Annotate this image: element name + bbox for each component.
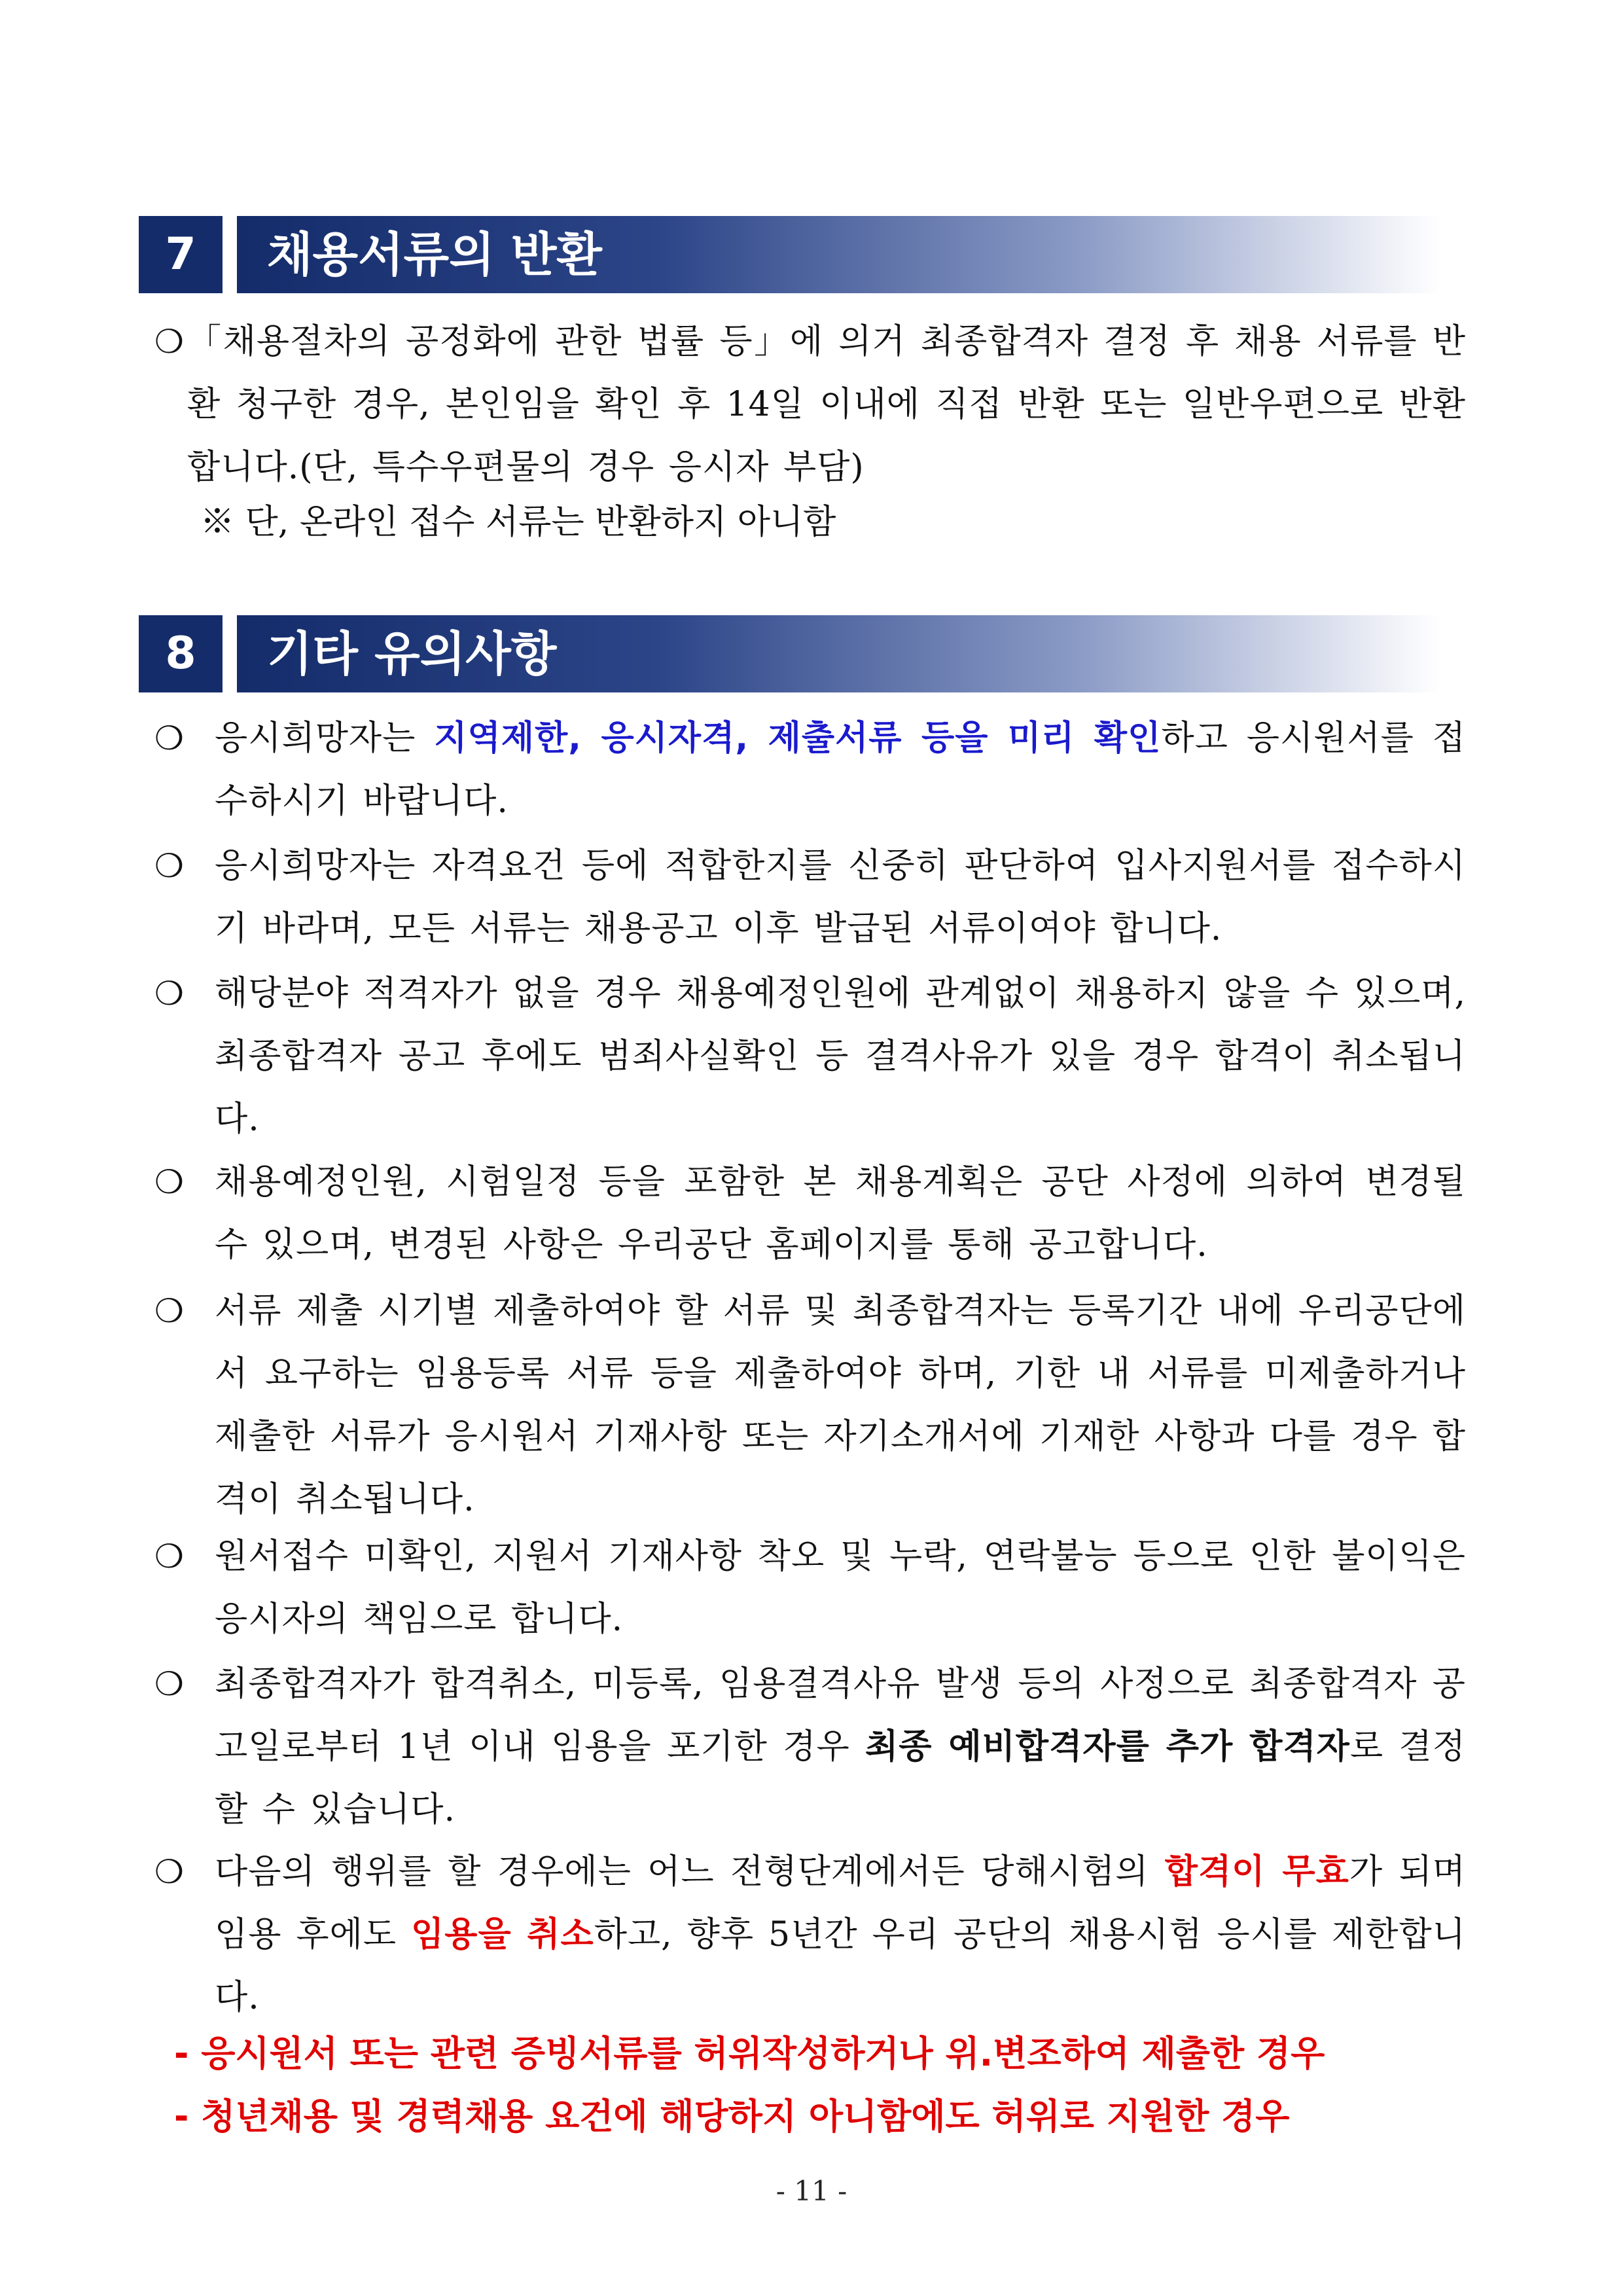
highlight-red: 임용을 취소 (411, 1915, 594, 1954)
bullet-circle-icon: ❍ (154, 1853, 184, 1891)
warning-line: - 청년채용 및 경력채용 요건에 해당하지 아니함에도 허위로 지원한 경우 (174, 2096, 1290, 2137)
item-text: 응시희망자는 자격요건 등에 적합한지를 신중히 판단하여 입사지원서를 접수하시기 바라며, 모든 서류는 채용공고 이후 발급된 서류이여야 합니다. (215, 846, 1466, 948)
list-item (154, 1151, 1466, 1276)
list-item (154, 1525, 1466, 1651)
page-number: - 11 - (776, 2175, 847, 2207)
item-text: 원서접수 미확인, 지원서 기재사항 착오 및 누락, 연락불능 등으로 인한 불이익은 응시자의 책임으로 합니다. (215, 1537, 1466, 1639)
bullet-circle-icon: ❍ (154, 1665, 184, 1703)
item-text: 응시희망자는 지역제한, 응시자격, 제출서류 등을 미리 확인하고 응시원서를 접수하시기 바랍니다. (215, 719, 1467, 821)
highlight-red: 합격이 무효 (1164, 1852, 1349, 1892)
list-item (154, 1280, 1466, 1531)
section-title: 기타 유의사항 (237, 615, 1441, 692)
section-number: 7 (139, 216, 223, 293)
highlight-blue: 지역제한, 응시자격, 제출서류 등을 미리 확인 (434, 719, 1162, 758)
note-text: ※ 단, 온라인 접수 서류는 반환하지 아니함 (200, 503, 836, 542)
bullet-circle-icon: ❍ (154, 1292, 184, 1330)
bullet-circle-icon: ❍ (154, 1163, 184, 1201)
highlight-bold: 최종 예비합격자를 추가 합격자 (865, 1727, 1350, 1767)
item-text: 다음의 행위를 할 경우에는 어느 전형단계에서든 당해시험의 합격이 무효가 되며 임용 후에도 임용을 취소하고, 향후 5년간 우리 공단의 채용시험 응시를 제한합니다. (215, 1852, 1466, 2017)
section-number: 8 (139, 615, 223, 692)
section-8-header (139, 615, 1441, 692)
list-item (154, 962, 1466, 1151)
item-text: 「채용절차의 공정화에 관한 법률 등」에 의거 최종합격자 결정 후 채용 서류를 반환 청구한 경우, 본인임을 확인 후 14일 이내에 직접 반환 또는 일반우편으로 반환합니다.(단, 특수우편물의 경우 응시자 부담) (187, 322, 1466, 487)
item-text: 해당분야 적격자가 없을 경우 채용예정인원에 관계없이 채용하지 않을 수 있으며, 최종합격자 공고 후에도 범죄사실확인 등 결격사유가 있을 경우 합격이 취소됩니다. (215, 974, 1466, 1139)
list-item (154, 834, 1466, 960)
warning-line: - 응시원서 또는 관련 증빙서류를 허위작성하거나 위.변조하여 제출한 경우 (174, 2033, 1325, 2074)
bullet-circle-icon: ❍ (154, 847, 184, 885)
section-title: 채용서류의 반환 (237, 216, 1441, 293)
bullet-circle-icon: ❍ (154, 1537, 184, 1575)
section-7-header (139, 216, 1441, 293)
list-item (154, 1840, 1466, 2029)
item-text: 최종합격자가 합격취소, 미등록, 임용결격사유 발생 등의 사정으로 최종합격자 공고일로부터 1년 이내 임용을 포기한 경우 최종 예비합격자를 추가 합격자로 결정할 수 있습니다. (215, 1664, 1466, 1829)
bullet-circle-icon: ❍ (154, 719, 184, 757)
list-item (154, 310, 1466, 499)
bullet-circle-icon: ❍ (154, 323, 184, 361)
list-item (154, 1653, 1466, 1841)
item-text: 채용예정인원, 시험일정 등을 포함한 본 채용계획은 공단 사정에 의하여 변경될 수 있으며, 변경된 사항은 우리공단 홈페이지를 통해 공고합니다. (215, 1162, 1466, 1265)
item-text: 서류 제출 시기별 제출하여야 할 서류 및 최종합격자는 등록기간 내에 우리공단에서 요구하는 임용등록 서류 등을 제출하여야 하며, 기한 내 서류를 미제출하거나 제출한 서류가 응시원서 기재사항 또는 자기소개서에 기재한 사항과 다를 경우 합격이 취소됩니다. (215, 1291, 1466, 1519)
bullet-circle-icon: ❍ (154, 975, 184, 1013)
list-item (154, 707, 1466, 833)
